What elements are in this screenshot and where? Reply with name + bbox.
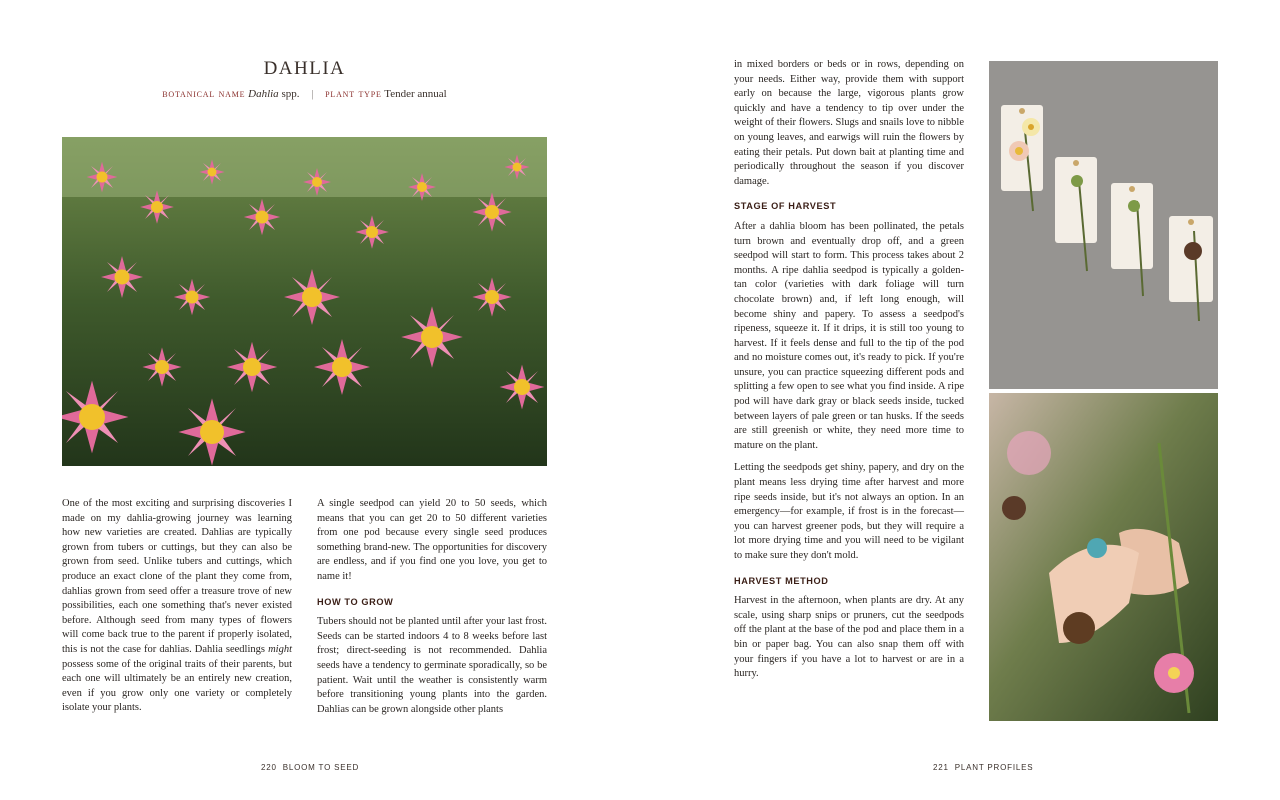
continued-paragraph: in mixed borders or beds or in rows, depending on your needs. Either way, provide them with support early on because the large, vigorous plants grow quickly and have a tendency to tip over under the weight of their flowers. Slugs and snails love to nibble on young leaves, and earwigs will ruin the flowers by eating their petals. Put down bait at planting time and periodically throughout the season if you discover damage. bbox=[734, 59, 964, 187]
plant-meta bbox=[62, 88, 547, 100]
how-to-grow-heading: HOW TO GROW bbox=[317, 596, 394, 607]
seedpod-tags-photo bbox=[989, 61, 1218, 389]
right-running-title: PLANT PROFILES bbox=[954, 763, 1034, 772]
meta-separator: | bbox=[311, 88, 314, 100]
second-column bbox=[317, 497, 547, 725]
right-folio bbox=[933, 763, 1033, 772]
intro-column bbox=[62, 497, 292, 724]
stage-of-harvest-paragraph: After a dahlia bloom has been pollinated, the petals turn brown and eventually drop off, and a green seedpod will start to form. This process takes about 2 months. A ripe dahlia seedpod is typically a golden-tan color (varieties with dark foliage will turn chocolate brown) and, if left long enough, will become shiny and papery. To assess a seedpod's ripeness, squeeze it. If it drips, it is still too young to harvest. If it feels dense and full to the tip of the pod and no moisture comes out, it's ready to pick. If you're unsure, you can practice squeezing different pods and splitting a few open to see what you find inside. A ripe pod will have dark gray or black seeds inside, tucked between layers of pale green or tan husks. If the seeds are still greenish or white, they need more time to mature on the plant. bbox=[734, 220, 964, 451]
drying-paragraph: Letting the seedpods get shiny, papery, and dry on the plant means less drying time after harvest and more ripe seeds inside, but it's not always an option. In an emergency—for example, if frost is in the forecast—you can harvest greener pods, but they will require a lot more drying time and you will need to be vigilant to make sure they don't mold. bbox=[734, 462, 964, 561]
dahlia-field-photo bbox=[62, 137, 547, 466]
how-to-grow-paragraph: Tubers should not be planted until after your last frost. Seeds can be started indoors 4 to 8 weeks before last frost; direct-seeding is not recommended. Dahlia seeds have a tendency to germinate sporadically, so be patient. Wait until the weather is consistently warm before transitioning young plants into the garden. Dahlias can be grown alongside other plants bbox=[317, 616, 547, 715]
plant-type-value: Tender annual bbox=[384, 88, 447, 100]
harvest-method-paragraph: Harvest in the afternoon, when plants are dry. At any scale, using sharp snips or pruners, cut the seedpods off the plant at the base of the pod and place them in a bin or paper bag. You can also snap them off with your fingers if you have a lot to harvest or are in a hurry. bbox=[734, 595, 964, 680]
intro-paragraph: One of the most exciting and surprising discoveries I made on my dahlia-growing journey was learning how new varieties are created. Dahlias are typically grown from tubers or cuttings, but they can also be grown from seed. Unlike tubers and cuttings, which produce an exact clone of the plant they come from, dahlias grown from seed offer a treasure trove of new possibilities, each one something that's never existed before. Although seed from many types of flowers will come back true to the parent if properly isolated, this is not the case for dahlias. Dahlia seedlings might possess some of the original traits of their parents, but each one will ultimately be an entirely new creation, even if you grow only one variety or completely isolate your plants. bbox=[62, 498, 292, 714]
left-page-number: 220 bbox=[261, 763, 277, 772]
left-running-title: BLOOM TO SEED bbox=[282, 763, 360, 772]
hand-harvesting-photo bbox=[989, 393, 1218, 721]
left-folio bbox=[261, 763, 359, 772]
harvest-method-heading: HARVEST METHOD bbox=[734, 575, 829, 586]
page-title: DAHLIA bbox=[263, 58, 346, 79]
botanical-name-value: Dahlia bbox=[248, 88, 279, 100]
botanical-name-suffix: spp. bbox=[278, 88, 300, 100]
botanical-name-label: botanical name bbox=[162, 88, 246, 100]
seedpod-paragraph: A single seedpod can yield 20 to 50 seeds, which means that you can get 20 to 50 different varieties from one pod because every single seed produces something brand-new. The opportunities for discovery are endless, and if you find one you love, you get to name it! bbox=[317, 498, 547, 582]
right-text-column bbox=[734, 58, 964, 690]
stage-of-harvest-heading: STAGE OF HARVEST bbox=[734, 201, 837, 212]
right-page-number: 221 bbox=[933, 763, 949, 772]
italic-might: might bbox=[268, 643, 292, 655]
plant-type-label: plant type bbox=[325, 88, 382, 100]
